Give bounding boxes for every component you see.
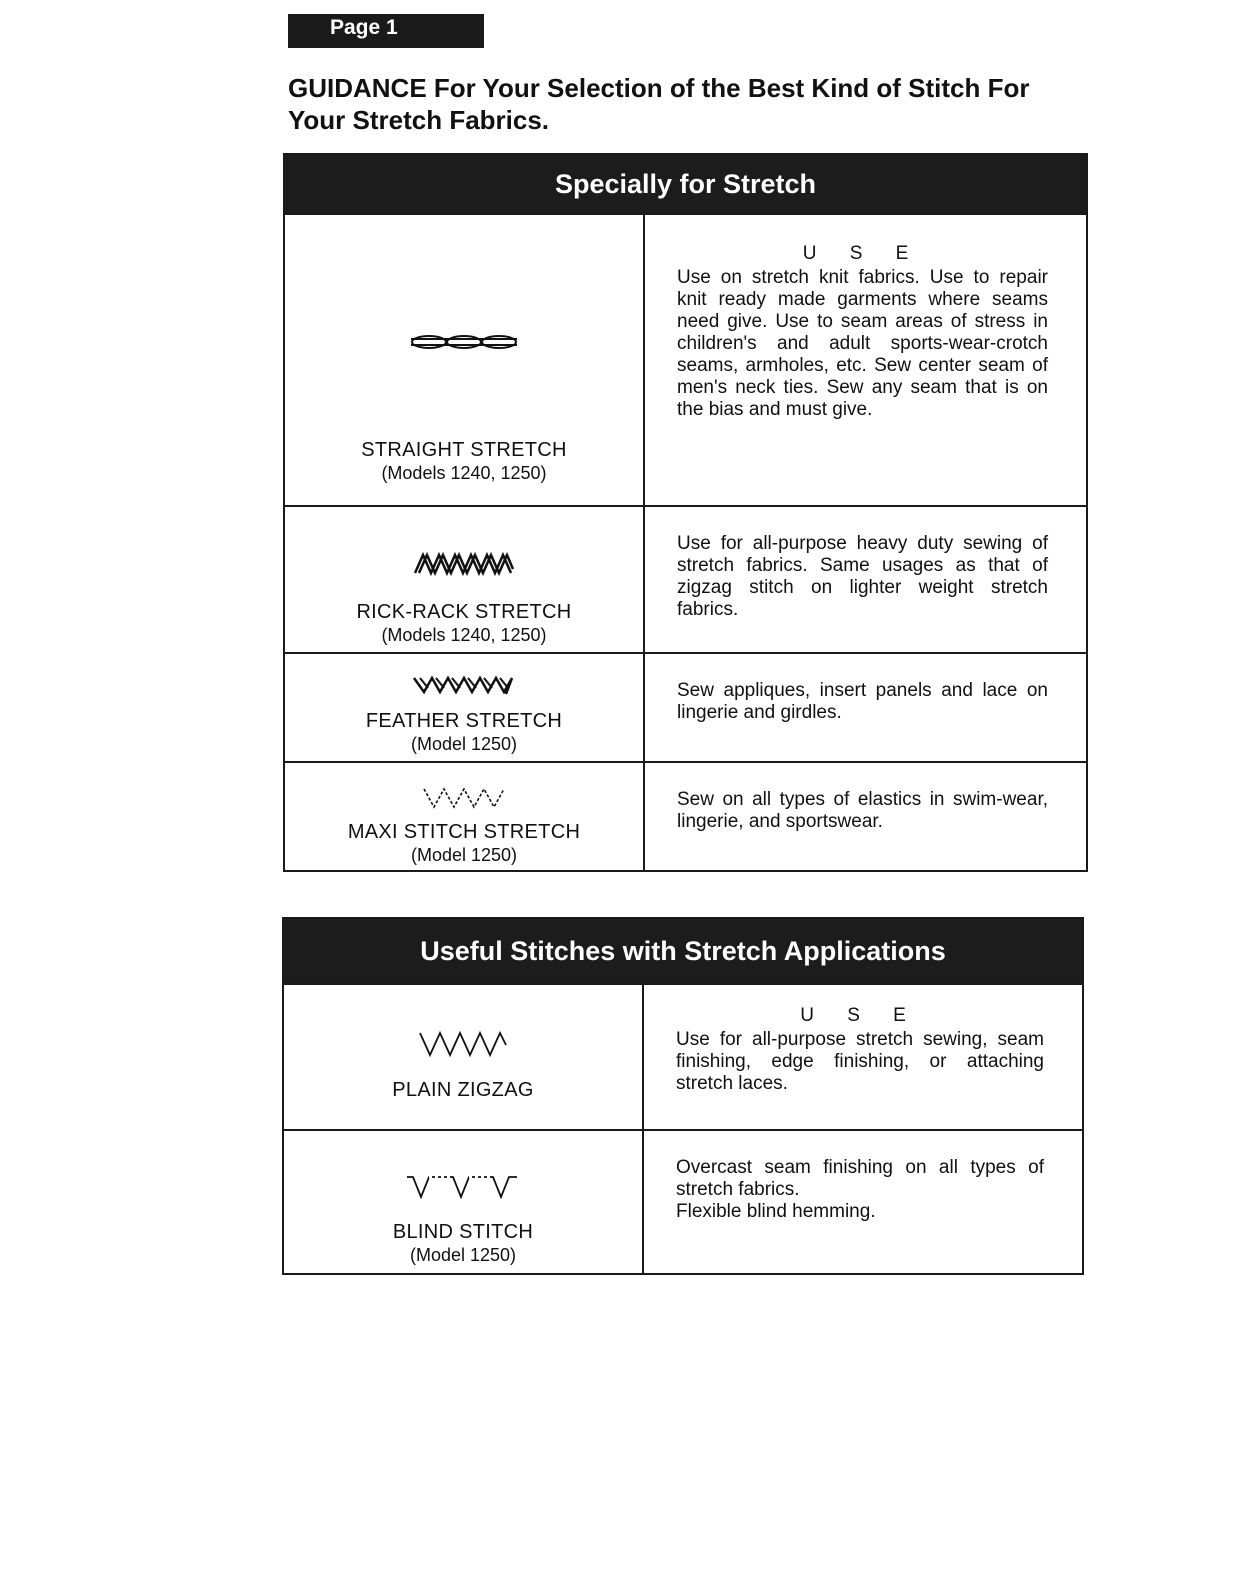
specially-for-stretch-table (283, 153, 1088, 872)
page-title: GUIDANCE For Your Selection of the Best Kind of Stitch For Your Stretch Fabrics. (288, 73, 1030, 135)
stitch-models: (Model 1250) (410, 734, 518, 754)
use-cell (645, 215, 1086, 505)
use-cell (645, 507, 1086, 652)
stitch-cell (285, 654, 645, 761)
use-cell (645, 654, 1086, 761)
use-description: Use on stretch knit fabrics. Use to repair knit ready made garments where seams need give. Use to seam areas of stress in children's and adult sports-wear-crotch seams, armholes, etc. Sew center seam of men's neck ties. Sew any seam that is on the bias and must give. (677, 267, 1048, 420)
use-description: Use for all-purpose heavy duty sewing of stretch fabrics. Same usages as that of zigzag stitch on lighter weight stretch fabrics. (677, 533, 1048, 620)
use-cell (644, 1131, 1082, 1273)
stitch-models: (Models 1240, 1250) (381, 625, 547, 645)
use-label: U S E (802, 243, 923, 264)
page-tag: Page 1 (288, 14, 484, 48)
stitch-name: FEATHER STRETCH (365, 710, 563, 732)
table-header: Specially for Stretch (285, 155, 1086, 213)
use-description: Overcast seam finishing on all types of stretch fabrics. (676, 1157, 1044, 1200)
stitch-cell (284, 985, 644, 1129)
stitch-models: (Model 1250) (410, 845, 518, 865)
table-row (285, 761, 1086, 870)
blind-stitch-icon (405, 1173, 521, 1199)
table-header: Useful Stitches with Stretch Applications (284, 919, 1082, 983)
use-description: Sew appliques, insert panels and lace on lingerie and girdles. (677, 680, 1048, 723)
use-description: Flexible blind hemming. (676, 1201, 876, 1222)
plain-zigzag-stitch-icon (418, 1031, 508, 1057)
stitch-cell (285, 507, 645, 652)
stitch-cell (285, 215, 645, 505)
use-description: Sew on all types of elastics in swim-wear, lingerie, and sportswear. (677, 789, 1048, 832)
stitch-models: (Models 1240, 1250) (381, 463, 547, 483)
table-row (285, 652, 1086, 761)
table-row (284, 983, 1082, 1129)
maxi-stitch-stretch-icon (422, 787, 506, 809)
stitch-name: RICK-RACK STRETCH (356, 601, 572, 623)
table-row (285, 505, 1086, 652)
stitch-name: STRAIGHT STRETCH (361, 439, 567, 461)
stitch-name: BLIND STITCH (392, 1221, 534, 1243)
use-cell (644, 985, 1082, 1129)
use-cell (645, 763, 1086, 870)
table-row (284, 1129, 1082, 1273)
stitch-name: PLAIN ZIGZAG (392, 1079, 534, 1101)
stitch-models: (Model 1250) (409, 1245, 517, 1265)
rick-rack-stretch-stitch-icon (413, 551, 515, 577)
straight-stretch-stitch-icon (409, 331, 519, 353)
stitch-cell (284, 1131, 644, 1273)
use-label: U S E (800, 1005, 920, 1026)
use-description: Use for all-purpose stretch sewing, seam finishing, edge finishing, or attaching stretch laces. (676, 1029, 1044, 1094)
stitch-cell (285, 763, 645, 870)
stitch-name: MAXI STITCH STRETCH (347, 821, 581, 843)
feather-stretch-stitch-icon (412, 674, 516, 696)
table-row (285, 213, 1086, 505)
useful-stitches-table (282, 917, 1084, 1275)
